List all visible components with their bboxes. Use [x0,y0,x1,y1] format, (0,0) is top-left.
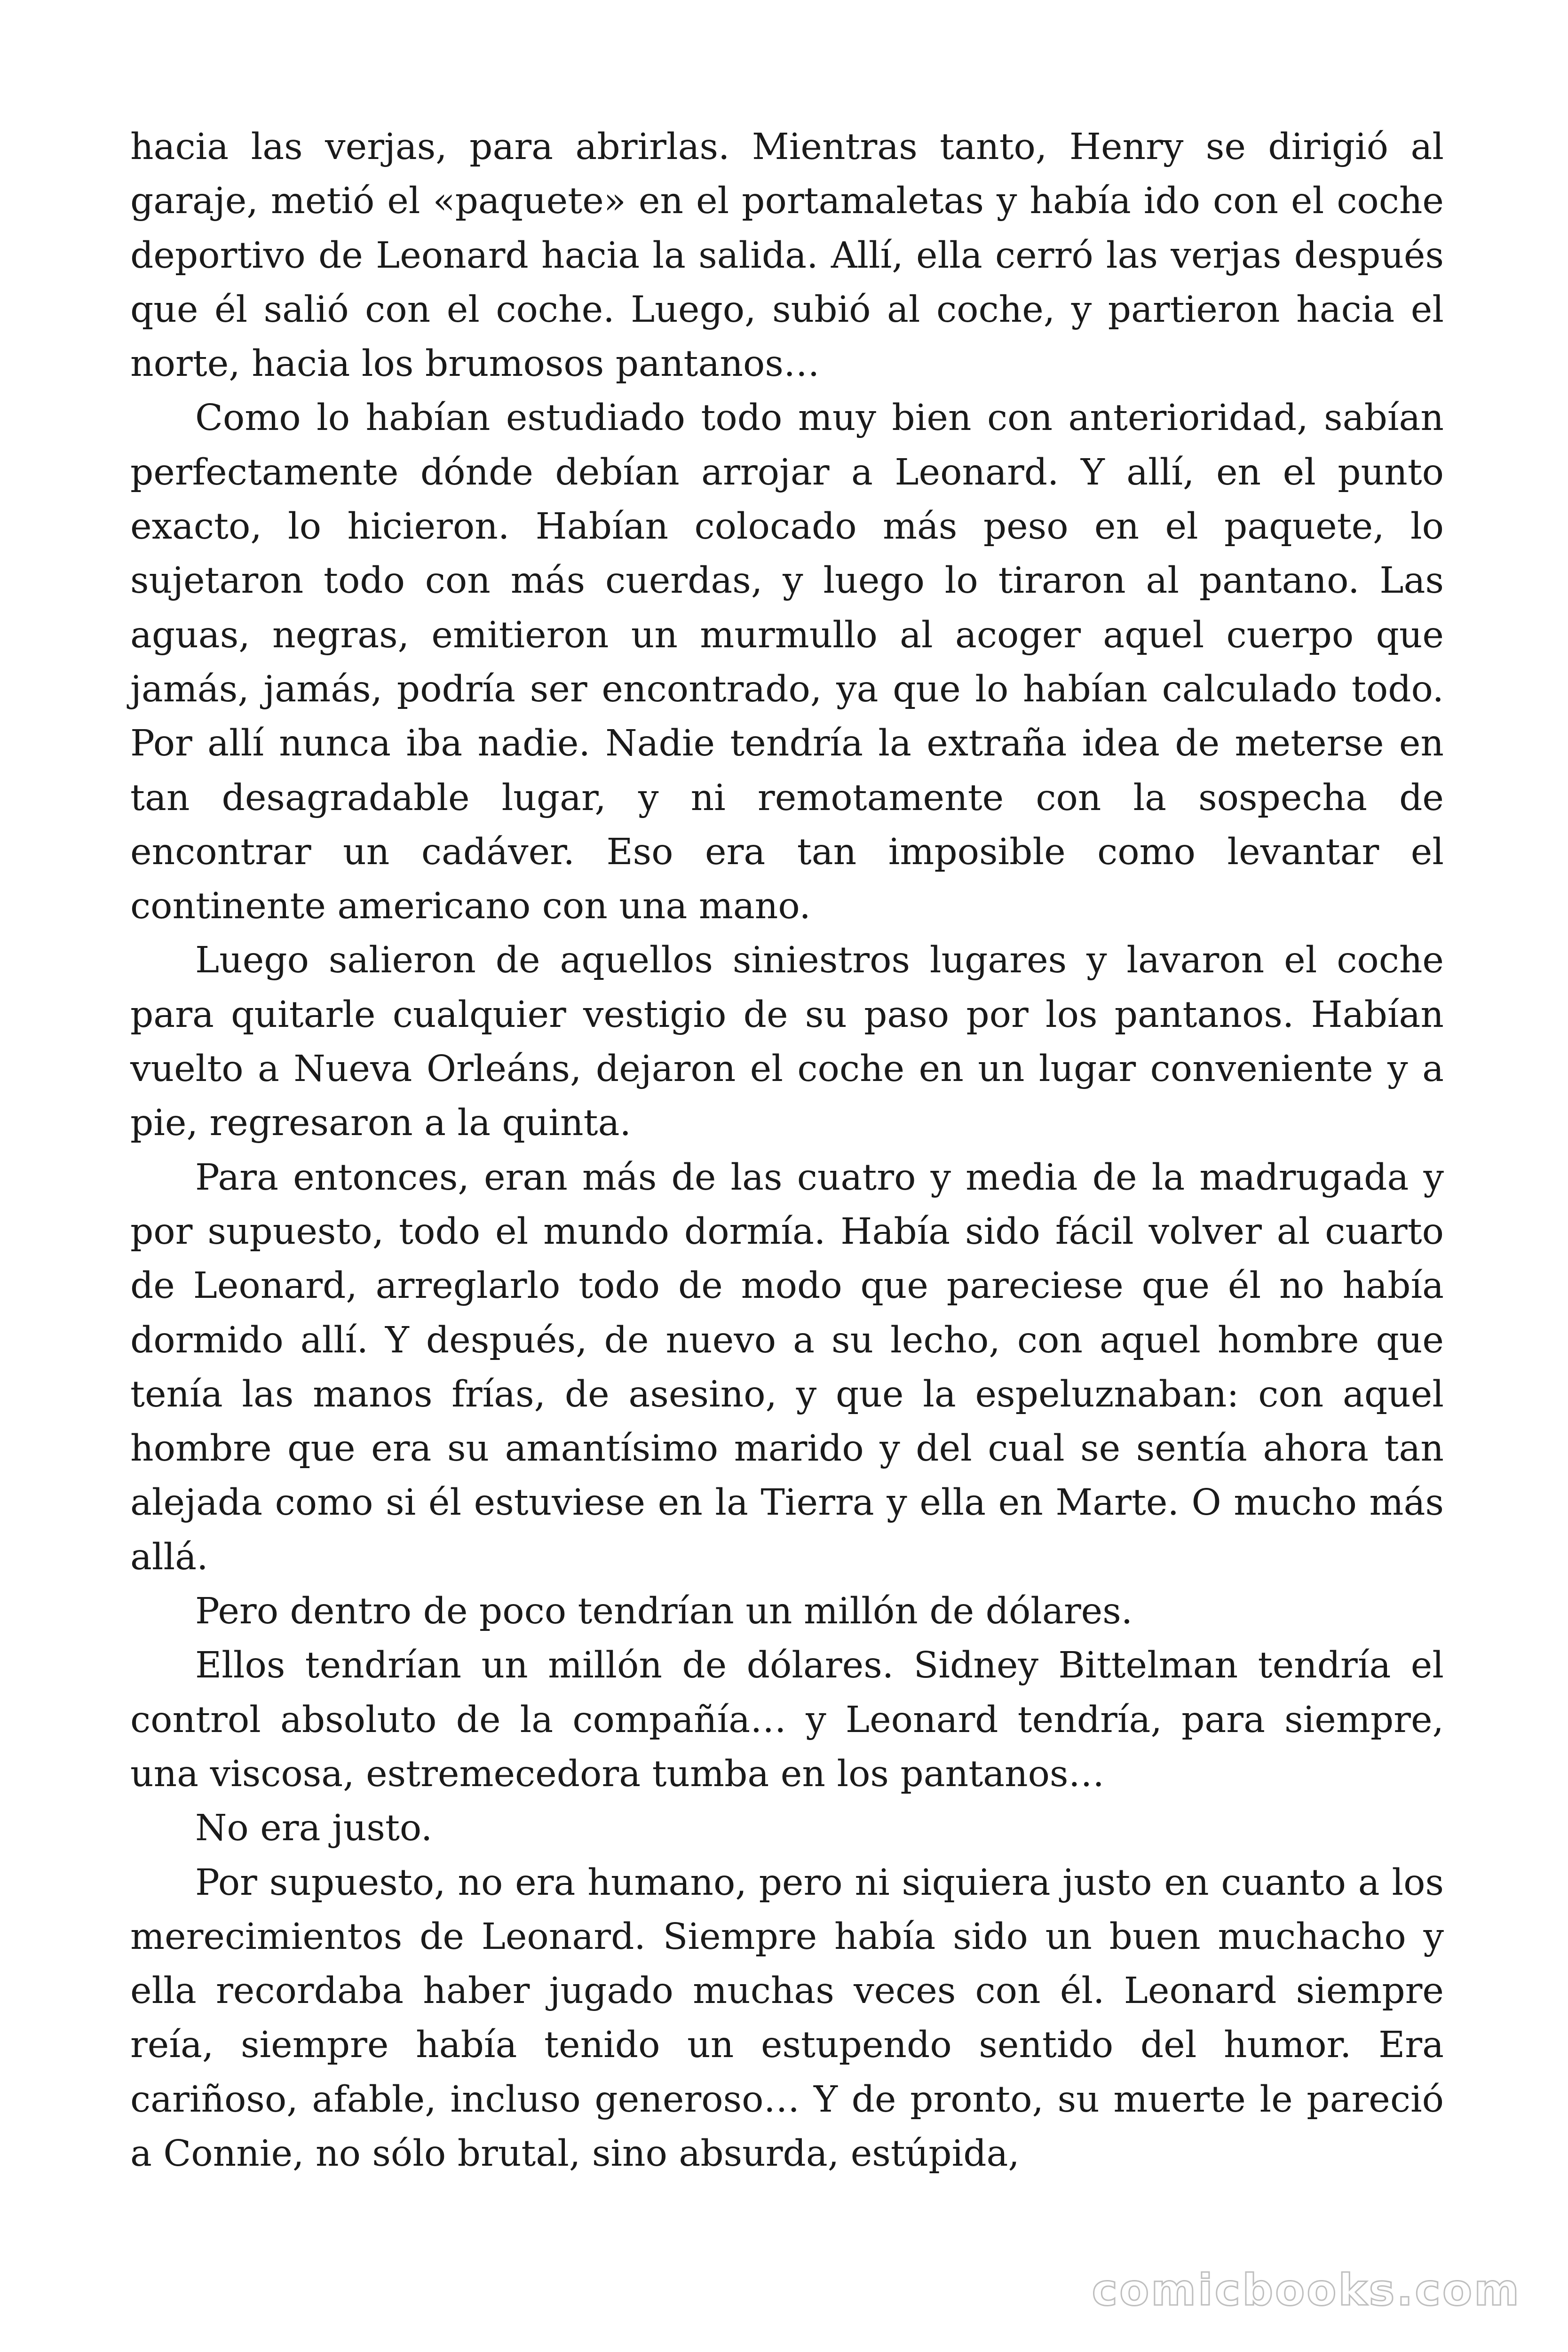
paragraph-7: No era justo. [195,1807,433,1850]
paragraph-4: Para entonces, eran más de las cuatro y media de la madrugada y por supuesto, todo el mundo dormía. Había sido fácil volver al cuarto de Leonard, arreglarlo todo de modo que pareciese que él no había dormido allí. Y después, de nuevo a su lecho, con aquel hombre que tenía las manos frías, de asesino, y que la espeluznaban: con aquel hombre que era su amantísimo marido y del cual se sentía ahora tan alejada como si él estuviese en la Tierra y ella en Marte. O mucho más allá. [130,1156,1444,1578]
paragraph-6: Ellos tendrían un millón de dólares. Sidney Bittelman tendría el control absoluto de la compañía… y Leonard tendría, para siempre, una viscosa, estremecedora tumba en los pantanos… [130,1645,1444,1795]
paragraph-5: Pero dentro de poco tendrían un millón de dólares. [195,1590,1133,1633]
paragraph-1: hacia las verjas, para abrirlas. Mientras tanto, Henry se dirigió al garaje, metió el «paquete» en el portamaletas y había ido con el coche deportivo de Leonard hacia la salida. Allí, ella cerró las verjas después que él salió con el coche. Luego, subió al coche, y partieron hacia el norte, hacia los brumosos pantanos… [130,126,1444,385]
paragraph-8: Por supuesto, no era humano, pero ni siquiera justo en cuanto a los merecimientos de Leonard. Siempre había sido un buen muchacho y ella recordaba haber jugado muchas veces con él. Leonard siempre reía, siempre había tenido un estupendo sentido del humor. Era cariñoso, afable, incluso generoso… Y de pronto, su muerte le pareció a Connie, no sólo brutal, sino absurda, estúpida, [130,1861,1444,2175]
body-text [130,120,1444,2181]
watermark: comicbooks.com [1092,2265,1521,2315]
paragraph-3: Luego salieron de aquellos siniestros lugares y lavaron el coche para quitarle cualquier vestigio de su paso por los pantanos. Habían vuelto a Nueva Orleáns, dejaron el coche en un lugar conveniente y a pie, regresaron a la quinta. [130,939,1444,1144]
paragraph-2: Como lo habían estudiado todo muy bien con anterioridad, sabían perfectamente dónde debían arrojar a Leonard. Y allí, en el punto exacto, lo hicieron. Habían colocado más peso en el paquete, lo sujetaron todo con más cuerdas, y luego lo tiraron al pantano. Las aguas, negras, emitieron un murmullo al acoger aquel cuerpo que jamás, jamás, podría ser encontrado, ya que lo habían calculado todo. Por allí nunca iba nadie. Nadie tendría la extraña idea de meterse en tan desagradable lugar, y ni remotamente con la sospecha de encontrar un cadáver. Eso era tan imposible como levantar el continente americano con una mano. [130,397,1444,928]
